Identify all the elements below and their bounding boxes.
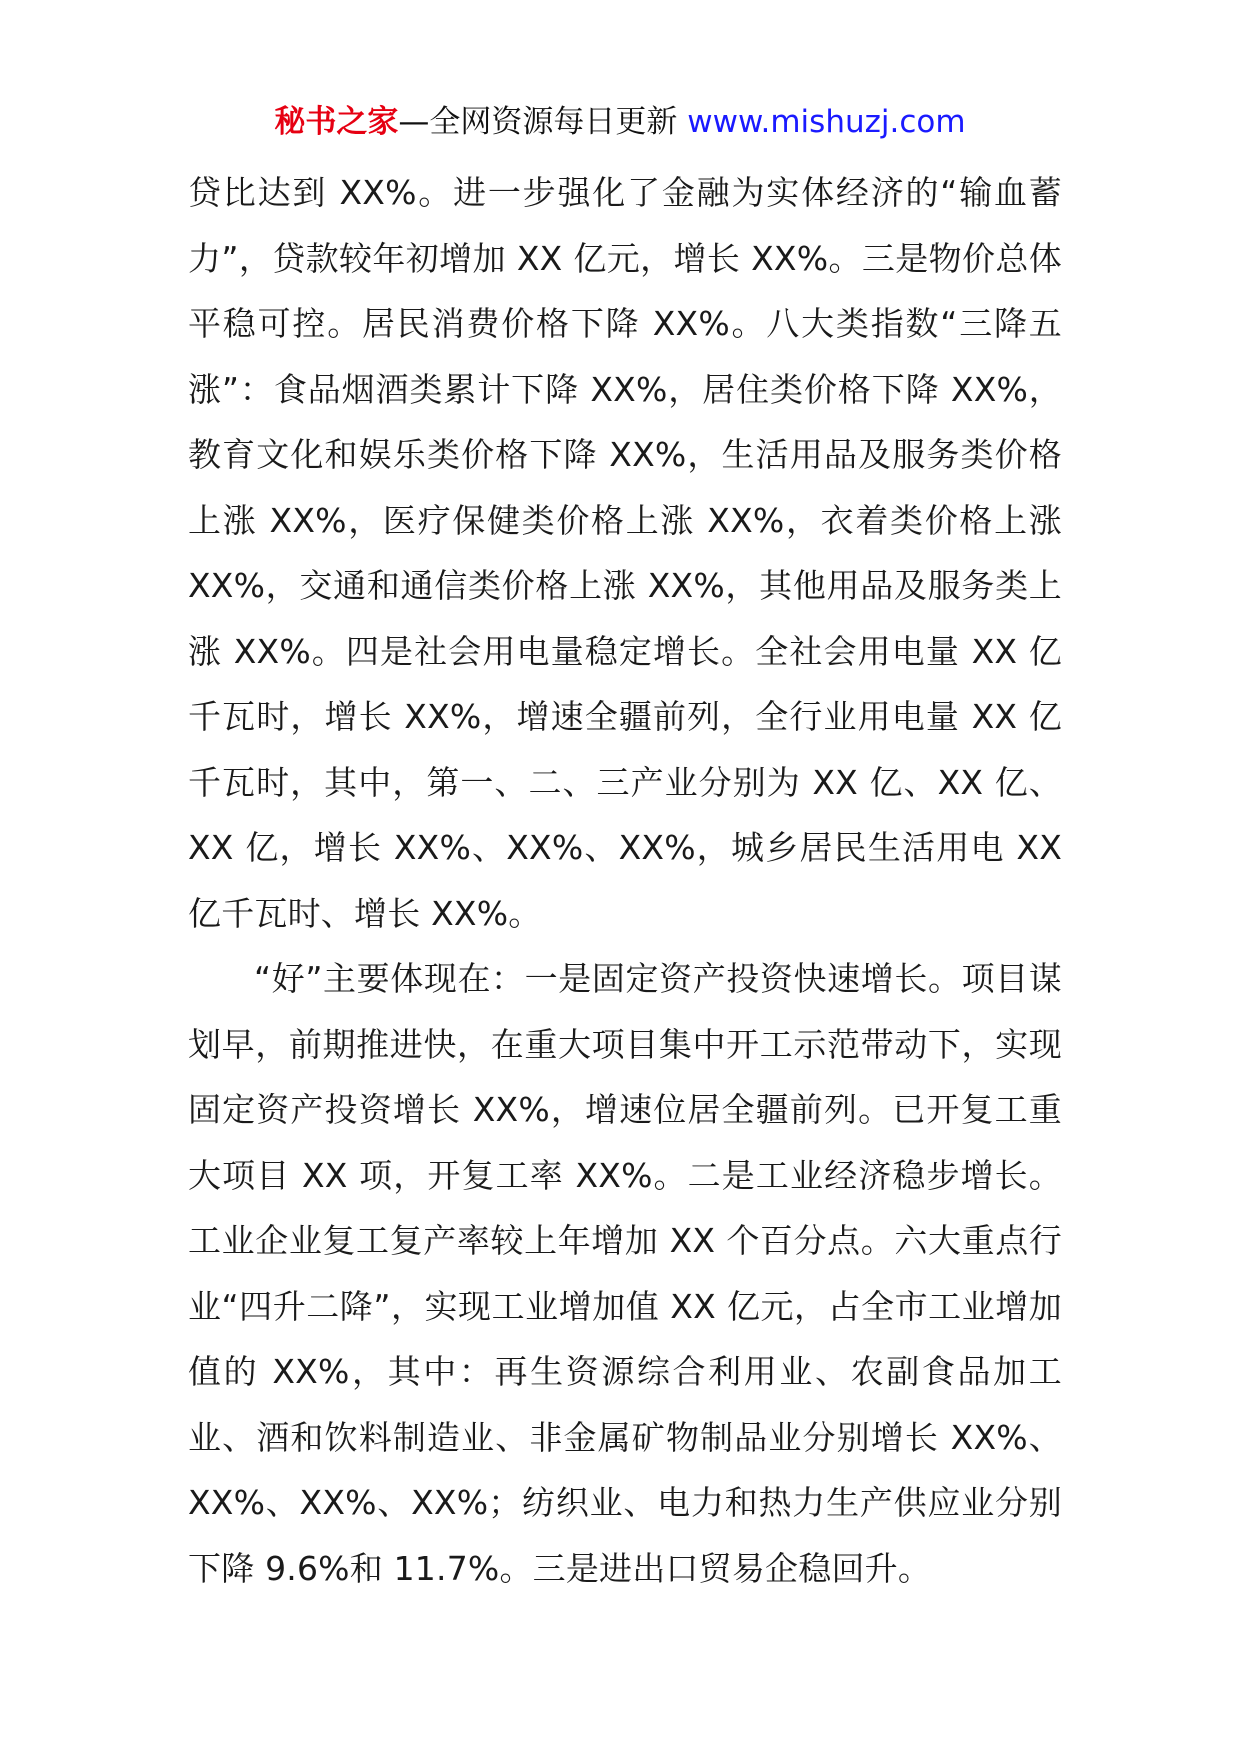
header-tagline: —全网资源每日更新 [398, 104, 688, 140]
header-brand: 秘书之家 [274, 104, 399, 140]
header-url[interactable]: www.mishuzj.com [687, 104, 966, 140]
paragraph-continued: 贷比达到 XX%。进一步强化了金融为实体经济的“输血蓄力”，贷款较年初增加 XX 亿元，增长 XX%。三是物价总体平稳可控。居民消费价格下降 XX%。八大类指数“三降五涨”：食品烟酒类累计下降 XX%，居住类价格下降 XX%，教育文化和娱乐类价格下降 XX%，生活用品及服务类价格上涨 XX%，医疗保健类价格上涨 XX%，衣着类价格上涨 XX%，交通和通信类价格上涨 XX%，其他用品及服务类上涨 XX%。四是社会用电量稳定增长。全社会用电量 XX 亿千瓦时，增长 XX%，增速全疆前列，全行业用电量 XX 亿千瓦时，其中，第一、二、三产业分别为 XX 亿、XX 亿、XX 亿，增长 XX%、XX%、XX%，城乡居民生活用电 XX 亿千瓦时、增长 XX%。 [188, 173, 1062, 933]
paragraph-good-performance: “好”主要体现在：一是固定资产投资快速增长。项目谋划早，前期推进快，在重大项目集中开工示范带动下，实现固定资产投资增长 XX%，增速位居全疆前列。已开复工重大项目 XX 项，开复工率 XX%。二是工业经济稳步增长。工业企业复工复产率较上年增加 XX 个百分点。六大重点行业“四升二降”，实现工业增加值 XX 亿元，占全市工业增加值的 XX%，其中：再生资源综合利用业、农副食品加工业、酒和饮料制造业、非金属矿物制品业分别增长 XX%、XX%、XX%、XX%；纺织业、电力和热力生产供应业分别下降 9.6%和 11.7%。三是进出口贸易企稳回升。 [188, 959, 1062, 1588]
page-header [0, 100, 1240, 144]
document-body [188, 160, 1062, 1601]
